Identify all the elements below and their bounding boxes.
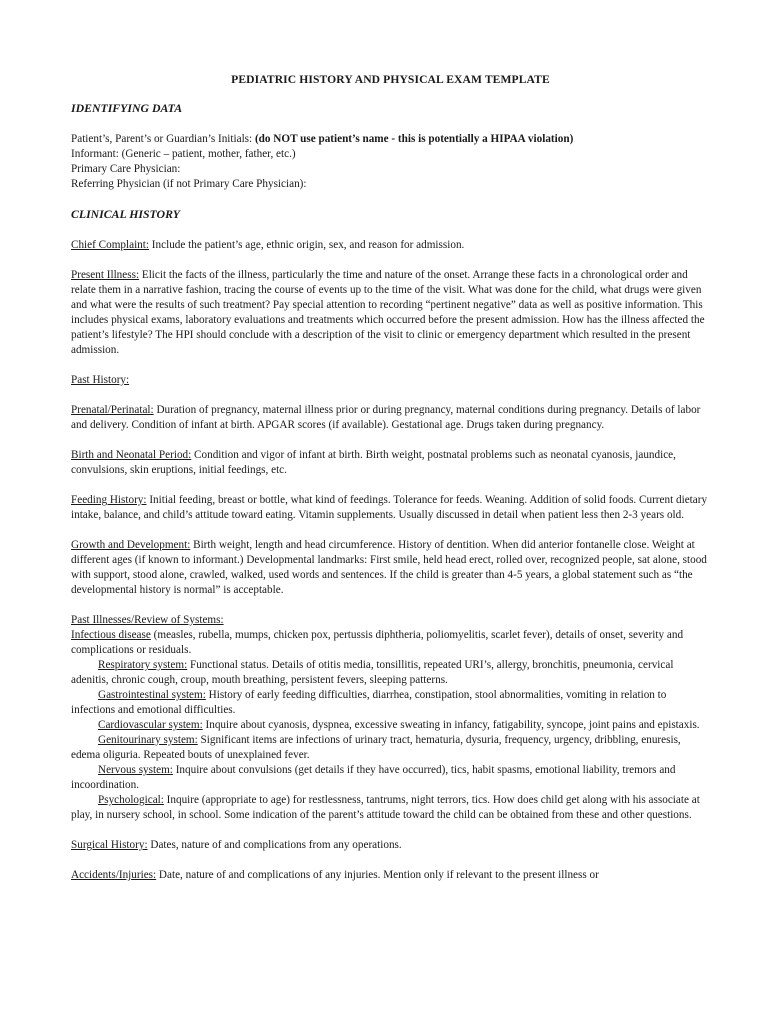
growth-development-paragraph — [71, 538, 710, 598]
prenatal-paragraph — [71, 403, 710, 433]
past-history-label: Past History: — [71, 374, 130, 386]
document-title: PEDIATRIC HISTORY AND PHYSICAL EXAM TEMPLATE — [231, 73, 550, 86]
growth-development-label: Growth and Development: — [71, 539, 191, 551]
present-illness-text: Elicit the facts of the illness, particularly the time and nature of the onset. Arrange these facts in a chronological order and relate them in a narrative fashion, tracing the course of events up to the time of the visit. What was done for the child, what drugs were given and what were the results of such treatment? Pay special attention to recording “pertinent negative” data as well as positive information. This includes physical exams, laboratory evaluations and treatments which occurred before the present admission. How has the illness affected the patient’s lifestyle? The HPI should conclude with a description of the visit to clinic or emergency department which resulted in the present admission. — [71, 269, 705, 356]
surgical-history-paragraph — [71, 838, 710, 853]
accidents-injuries-text: Date, nature of and complications of any injuries. Mention only if relevant to the present illness or — [156, 869, 599, 881]
identifying-data-section — [71, 132, 710, 192]
chief-complaint-label: Chief Complaint: — [71, 239, 149, 251]
gastrointestinal-system-label: Gastrointestinal system: — [98, 689, 206, 701]
chief-complaint-text: Include the patient’s age, ethnic origin, sex, and reason for admission. — [149, 239, 465, 251]
gastrointestinal-system-text: History of early feeding difficulties, diarrhea, constipation, stool abnormalities, vomiting in relation to infections and emotional difficulties. — [71, 689, 667, 716]
psychological-paragraph — [71, 793, 710, 823]
informant-line: Informant: (Generic – patient, mother, father, etc.) — [71, 148, 296, 160]
surgical-history-text: Dates, nature of and complications from any operations. — [147, 839, 402, 851]
genitourinary-system-paragraph — [71, 733, 710, 763]
infectious-disease-paragraph — [71, 628, 710, 658]
prenatal-text: Duration of pregnancy, maternal illness prior or during pregnancy, maternal conditions during pregnancy. Details of labor and delivery. Condition of infant at birth. APGAR scores (if available). Gestational age. Drugs taken during pregnancy. — [71, 404, 701, 431]
nervous-system-label: Nervous system: — [98, 764, 173, 776]
respiratory-system-text: Functional status. Details of otitis media, tonsillitis, repeated URI’s, allergy, bronchitis, pneumonia, cervical adenitis, chronic cough, croup, mouth breathing, persistent fevers, sleeping patterns. — [71, 659, 674, 686]
cardiovascular-system-paragraph — [71, 718, 710, 733]
feeding-history-paragraph — [71, 493, 710, 523]
growth-development-text: Birth weight, length and head circumference. History of dentition. When did anterior fontanelle close. Weight at different ages (if known to informant.) Developmental landmarks: First smile, held head erect, rolled over, recognized people, sat alone, stood with support, stood alone, crawled, walked, used words and sentences. If the child is greater than 4-5 years, a global statement such as “the developmental history is normal” is acceptable. — [71, 539, 707, 596]
identifying-data-heading: IDENTIFYING DATA — [71, 101, 183, 115]
birth-neonatal-paragraph — [71, 448, 710, 478]
past-history-heading — [71, 373, 710, 388]
birth-neonatal-text: Condition and vigor of infant at birth. Birth weight, postnatal problems such as neonatal cyanosis, jaundice, convulsions, skin eruptions, initial feedings, etc. — [71, 449, 676, 476]
prenatal-label: Prenatal/Perinatal: — [71, 404, 154, 416]
review-of-systems-label: Past Illnesses/Review of Systems: — [71, 614, 224, 626]
psychological-label: Psychological: — [98, 794, 164, 806]
cardiovascular-system-text: Inquire about cyanosis, dyspnea, excessive sweating in infancy, fatigability, syncope, joint pains and epistaxis. — [202, 719, 700, 731]
cardiovascular-system-label: Cardiovascular system: — [98, 719, 203, 731]
present-illness-paragraph — [71, 268, 710, 358]
chief-complaint-paragraph — [71, 238, 710, 253]
hipaa-warning: (do NOT use patient’s name - this is potentially a HIPAA violation) — [254, 133, 574, 145]
accidents-injuries-label: Accidents/Injuries: — [71, 869, 157, 881]
surgical-history-label: Surgical History: — [71, 839, 148, 851]
nervous-system-text: Inquire about convulsions (get details if they have occurred), tics, habit spasms, emotional liability, tremors and incoordination. — [71, 764, 676, 791]
infectious-disease-label: Infectious disease — [71, 629, 151, 641]
feeding-history-text: Initial feeding, breast or bottle, what kind of feedings. Tolerance for feeds. Weaning. Addition of solid foods. Current dietary intake, balance, and child’s attitude toward eating. Vitamin supplements. Usually discussed in detail when patient less then 2-3 years old. — [71, 494, 708, 521]
clinical-history-heading: CLINICAL HISTORY — [71, 207, 180, 221]
gastrointestinal-system-paragraph — [71, 688, 710, 718]
infectious-disease-text: (measles, rubella, mumps, chicken pox, pertussis diphtheria, poliomyelitis, scarlet fever), details of onset, severity and complications or residuals. — [71, 629, 684, 656]
genitourinary-system-label: Genitourinary system: — [98, 734, 198, 746]
present-illness-label: Present Illness: — [71, 269, 140, 281]
birth-neonatal-label: Birth and Neonatal Period: — [71, 449, 192, 461]
respiratory-system-label: Respiratory system: — [98, 659, 188, 671]
respiratory-system-paragraph — [71, 658, 710, 688]
primary-care-physician-line: Primary Care Physician: — [71, 163, 181, 175]
initials-label: Patient’s, Parent’s or Guardian’s Initials: — [71, 133, 253, 145]
feeding-history-label: Feeding History: — [71, 494, 147, 506]
nervous-system-paragraph — [71, 763, 710, 793]
review-of-systems-section — [71, 613, 710, 823]
review-of-systems-heading — [71, 613, 710, 628]
referring-physician-line: Referring Physician (if not Primary Care Physician): — [71, 178, 307, 190]
genitourinary-system-text: Significant items are infections of urinary tract, hematuria, dysuria, frequency, urgency, dribbling, enuresis, edema oliguria. Repeated bouts of unexplained fever. — [71, 734, 681, 761]
accidents-injuries-paragraph — [71, 868, 710, 883]
psychological-text: Inquire (appropriate to age) for restlessness, tantrums, night terrors, tics. How does child get along with his associate at play, in nursery school, in school. Some indication of the parent’s attitude toward the child can be obtained from these and other questions. — [71, 794, 700, 821]
initials-line — [71, 132, 710, 147]
